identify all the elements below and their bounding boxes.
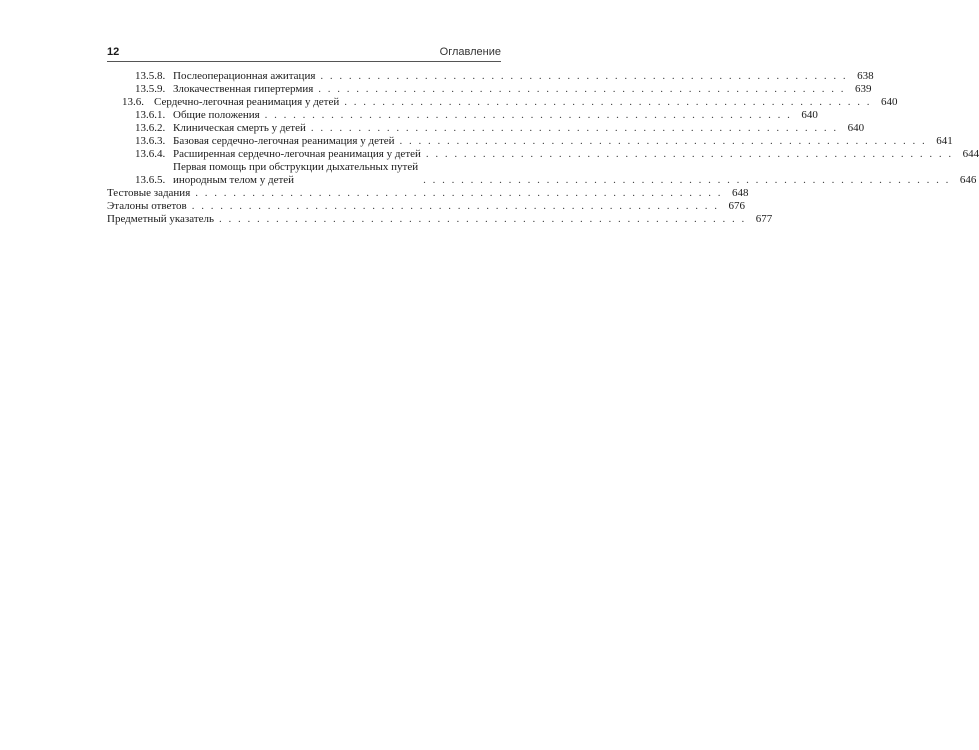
toc-entry-title: Эталоны ответов [107,200,187,212]
toc-entry-page: 641 [936,135,953,147]
toc-entry [107,135,953,148]
toc-entry [107,187,749,200]
toc-entry-page: 676 [728,200,745,212]
toc-entry-page: 638 [857,70,874,82]
toc-entry-title: Клиническая смерть у детей [173,122,306,134]
toc-entry-title: Тестовые задания [107,187,191,199]
toc-leader-dots: . . . . . . . . . . . . . . . . . . . . . . . . . . . . . . . . . . . . . . . . . . . . . . . . . . . . . . . . [344,96,872,108]
toc-entry-title: Общие положения [173,109,260,121]
toc-entry-page: 639 [855,83,872,95]
toc-entry-number: 13.5.8. [135,70,166,82]
toc-entry-page: 648 [732,187,749,199]
toc-leader-dots: . . . . . . . . . . . . . . . . . . . . . . . . . . . . . . . . . . . . . . . . . . . . . . . . . . . . . . . . [195,187,723,199]
toc-entry-page: 644 [962,148,979,160]
toc-entry [107,122,865,135]
page-number: 12 [107,46,120,58]
toc-entry-page: 640 [881,96,898,108]
running-head: Оглавление [439,46,501,58]
toc-entry [107,96,898,109]
toc-leader-dots: . . . . . . . . . . . . . . . . . . . . . . . . . . . . . . . . . . . . . . . . . . . . . . . . . . . . . . . . [219,213,747,225]
toc-entry [107,83,872,96]
toc-entry-title: Сердечно-легочная реанимация у детей [154,96,340,108]
header-rule [107,61,501,62]
toc-entry-title: Первая помощь при обструкции дыхательных путей [173,161,419,173]
toc-leader-dots: . . . . . . . . . . . . . . . . . . . . . . . . . . . . . . . . . . . . . . . . . . . . . . . . . . . . . . . . [423,174,951,186]
toc-entry-page: 677 [755,213,773,225]
toc-entry-title-continued: инородным телом у детей [173,174,295,186]
toc-entry-number: 13.6.2. [135,122,166,134]
table-of-contents [107,70,979,226]
toc-entry-number: 13.5.9. [135,83,166,95]
toc-leader-dots: . . . . . . . . . . . . . . . . . . . . . . . . . . . . . . . . . . . . . . . . . . . . . . . . . . . . . . . . [264,109,792,121]
toc-leader-dots: . . . . . . . . . . . . . . . . . . . . . . . . . . . . . . . . . . . . . . . . . . . . . . . . . . . . . . . . [318,83,846,95]
toc-entry-title: Базовая сердечно-легочная реанимация у детей [173,135,395,147]
toc-entry-number: 13.6.3. [135,135,166,147]
toc-entry-number: 13.6.5. [135,174,166,186]
toc-entry [107,200,745,213]
toc-entry-number: 13.6. [122,96,144,108]
toc-entry-title: Предметный указатель [107,213,215,225]
toc-entry-page: 640 [801,109,818,121]
toc-leader-dots: . . . . . . . . . . . . . . . . . . . . . . . . . . . . . . . . . . . . . . . . . . . . . . . . . . . . . . . . [310,122,839,134]
toc-entry-page: 646 [959,174,977,186]
toc-entry-number: 13.6.1. [135,109,166,121]
toc-entry [107,70,874,83]
toc-leader-dots: . . . . . . . . . . . . . . . . . . . . . . . . . . . . . . . . . . . . . . . . . . . . . . . . . . . . . . . . [191,200,719,212]
toc-entry [107,109,818,122]
toc-entry-number: 13.6.4. [135,148,166,160]
toc-entry [107,213,773,226]
toc-entry-title: Злокачественная гипертермия [173,83,314,95]
toc-leader-dots: . . . . . . . . . . . . . . . . . . . . . . . . . . . . . . . . . . . . . . . . . . . . . . . . . . . . . . . . [399,135,927,147]
toc-entry-page: 640 [847,122,865,134]
toc-entry [107,148,979,161]
toc-entry [107,161,977,187]
toc-leader-dots: . . . . . . . . . . . . . . . . . . . . . . . . . . . . . . . . . . . . . . . . . . . . . . . . . . . . . . . . [320,70,848,82]
toc-entry-title: Послеоперационная ажитация [173,70,316,82]
page-header [107,44,501,62]
toc-entry-title: Расширенная сердечно-легочная реанимация у детей [173,148,421,160]
toc-leader-dots: . . . . . . . . . . . . . . . . . . . . . . . . . . . . . . . . . . . . . . . . . . . . . . . . . . . . . . . . [425,148,954,160]
